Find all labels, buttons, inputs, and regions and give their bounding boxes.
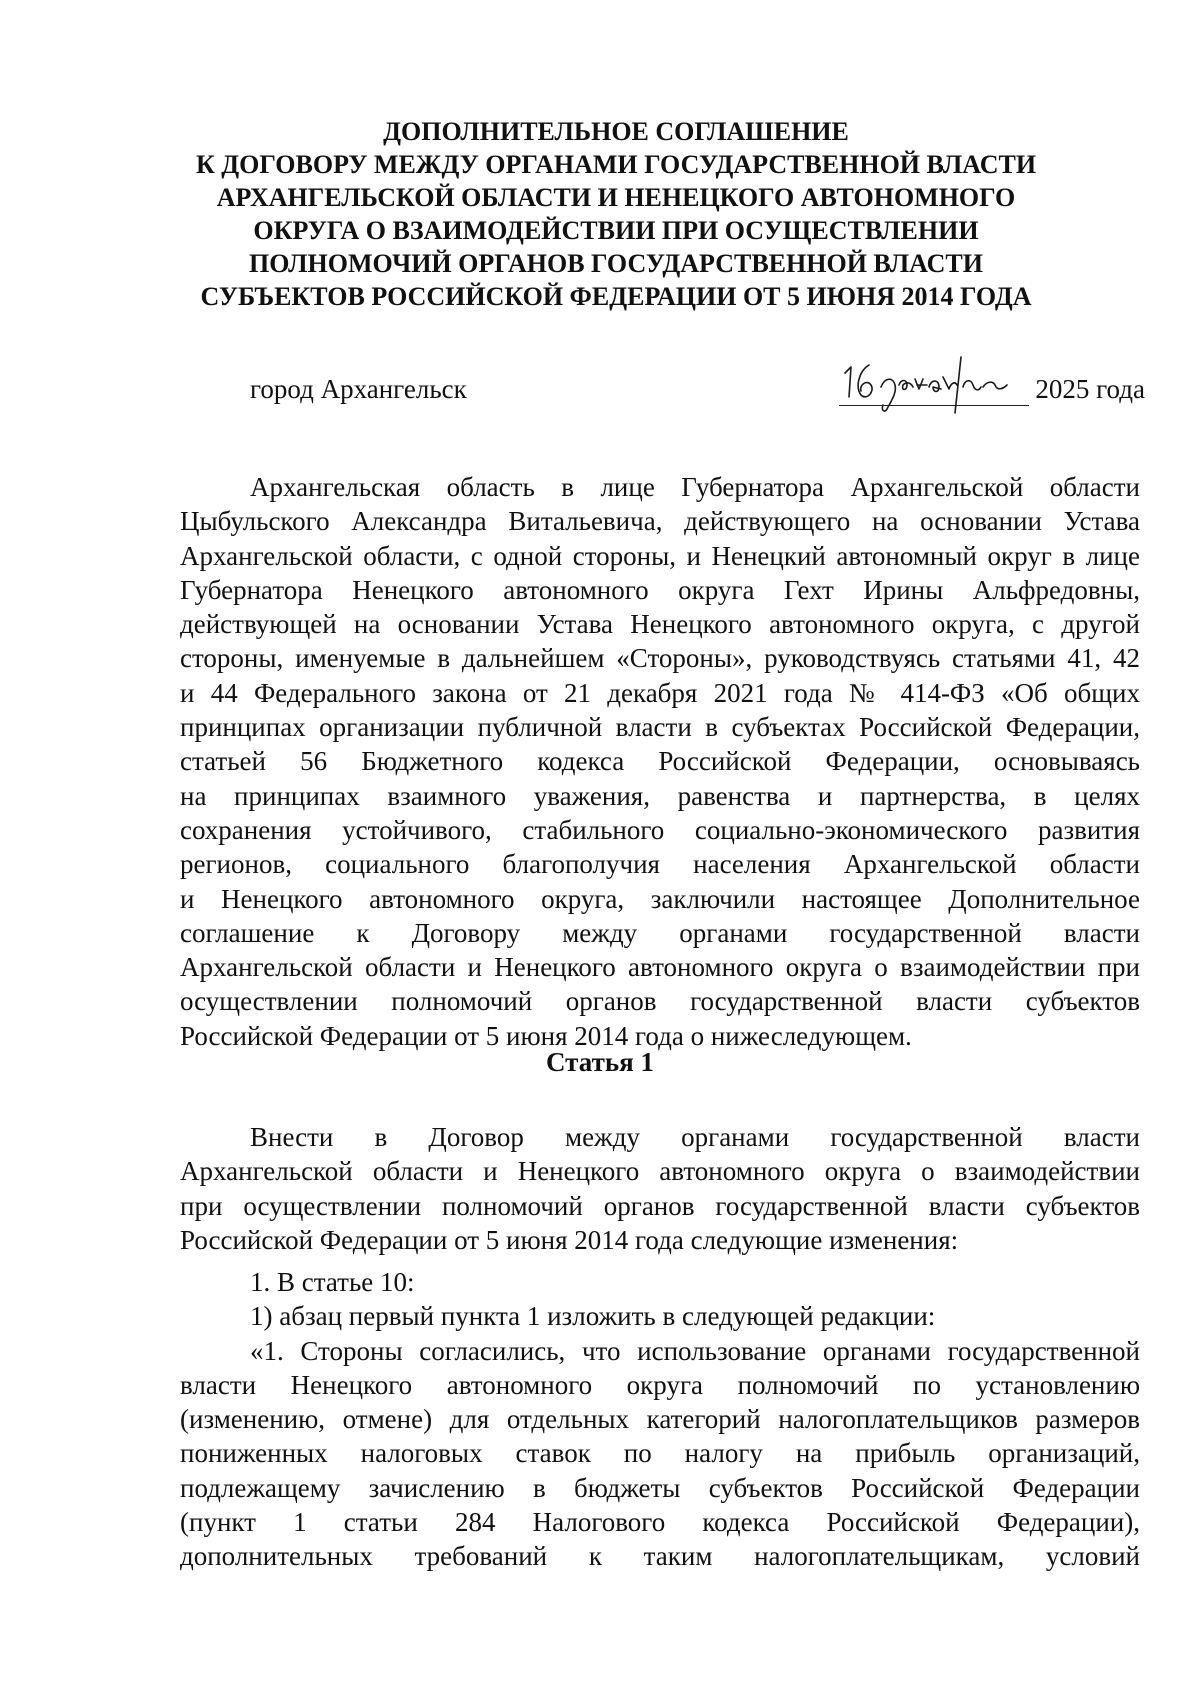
amendment-items — [180, 1265, 1140, 1574]
text-line: Цыбульского Александра Витальевича, действующего на основании Устава — [180, 506, 1140, 537]
title-line: АРХАНГЕЛЬСКОЙ ОБЛАСТИ И НЕНЕЦКОГО АВТОНОМНОГО — [216, 183, 1016, 212]
city-label: город Архангельск — [250, 374, 467, 404]
handwritten-date — [839, 375, 1029, 406]
article-paragraph — [180, 1120, 1140, 1257]
text-line: Архангельская область в лице Губернатора Архангельской области — [250, 472, 1140, 502]
text-line: Российской Федерации от 5 июня 2014 года о нижеследующем. — [180, 1020, 912, 1051]
text-line: действующей на основании Устава Ненецкого автономного округа, с другой — [180, 609, 1140, 640]
article-heading: Статья 1 — [546, 1047, 654, 1077]
text-line: (изменению, отмене) для отдельных категорий налогоплательщиков размеров — [180, 1404, 1140, 1435]
text-line: осуществлении полномочий органов государственной власти субъектов — [180, 986, 1140, 1017]
title-line: К ДОГОВОРУ МЕЖДУ ОРГАНАМИ ГОСУДАРСТВЕННОЙ ВЛАСТИ — [195, 150, 1037, 179]
text-line: 1) абзац первый пункта 1 изложить в следующей редакции: — [250, 1301, 936, 1332]
text-line: на принципах взаимного уважения, равенства и партнерства, в целях — [180, 780, 1140, 811]
text-line: дополнительных требований к таким налогоплательщикам, условий — [180, 1541, 1140, 1572]
text-line: «1. Стороны согласились, что использование органами государственной — [250, 1335, 1140, 1366]
text-line: стороны, именуемые в дальнейшем «Стороны», руководствуясь статьями 41, 42 — [180, 643, 1140, 674]
place-date-row — [0, 372, 1200, 412]
text-line: Архангельской области, с одной стороны, и Ненецкий автономный округ в лице — [180, 540, 1140, 571]
text-line: 1. В статье 10: — [250, 1267, 415, 1297]
document-title — [150, 115, 1082, 313]
text-line: при осуществлении полномочий органов государственной власти субъектов — [180, 1190, 1140, 1221]
title-line: ОКРУГА О ВЗАИМОДЕЙСТВИИ ПРИ ОСУЩЕСТВЛЕНИИ — [253, 216, 979, 245]
text-line: Внести в Договор между органами государственной власти — [250, 1122, 1140, 1152]
intro-paragraph — [180, 470, 1140, 1053]
text-line: и Ненецкого автономного округа, заключили настоящее Дополнительное — [180, 883, 1140, 914]
title-line: СУБЪЕКТОВ РОССИЙСКОЙ ФЕДЕРАЦИИ ОТ 5 ИЮНЯ 2014 ГОДА — [200, 282, 1032, 311]
text-line: принципах организации публичной власти в субъектах Российской Федерации, — [180, 712, 1140, 743]
text-line: Архангельской области и Ненецкого автономного округа о взаимодействии при — [180, 952, 1140, 983]
text-line: соглашение к Договору между органами государственной власти — [180, 917, 1140, 948]
date-field — [839, 372, 1145, 406]
date-year: 2025 года — [1035, 374, 1145, 404]
text-line: подлежащему зачислению в бюджеты субъектов Российской Федерации — [180, 1472, 1140, 1503]
text-line: пониженных налоговых ставок по налогу на прибыль организаций, — [180, 1438, 1140, 1469]
title-line: ДОПОЛНИТЕЛЬНОЕ СОГЛАШЕНИЕ — [383, 117, 849, 146]
text-line: и 44 Федерального закона от 21 декабря 2021 года № 414-ФЗ «Об общих — [180, 677, 1140, 708]
text-line: (пункт 1 статьи 284 Налогового кодекса Российской Федерации), — [180, 1507, 1140, 1538]
text-line: Архангельской области и Ненецкого автономного округа о взаимодействии — [180, 1156, 1140, 1187]
text-line: Губернатора Ненецкого автономного округа Гехт Ирины Альфредовны, — [180, 574, 1140, 605]
text-line: власти Ненецкого автономного округа полномочий по установлению — [180, 1369, 1140, 1400]
text-line: Российской Федерации от 5 июня 2014 года следующие изменения: — [180, 1224, 959, 1255]
text-line: сохранения устойчивого, стабильного социально-экономического развития — [180, 814, 1140, 845]
text-line: регионов, социального благополучия населения Архангельской области — [180, 849, 1140, 880]
title-line: ПОЛНОМОЧИЙ ОРГАНОВ ГОСУДАРСТВЕННОЙ ВЛАСТИ — [249, 249, 983, 278]
text-line: статьей 56 Бюджетного кодекса Российской Федерации, основываясь — [180, 746, 1140, 777]
handwritten-date-icon — [837, 347, 1037, 417]
